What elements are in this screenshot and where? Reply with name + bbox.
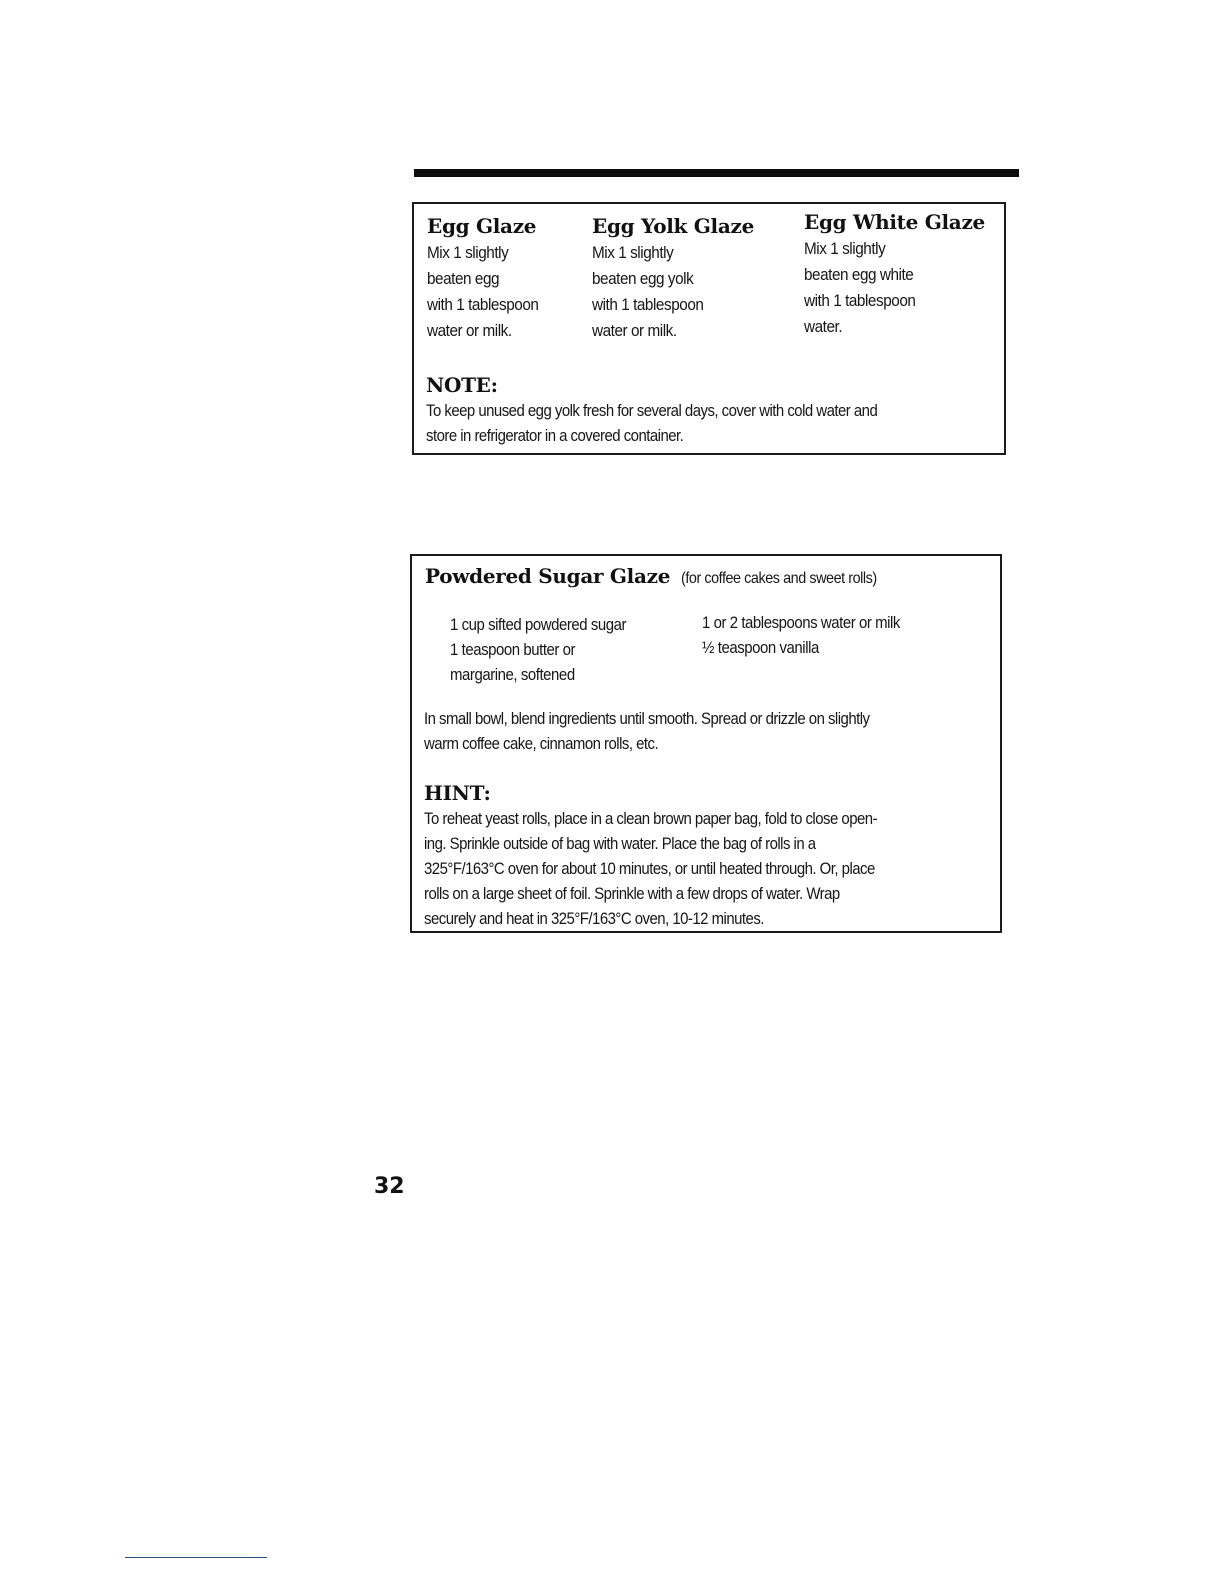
powdered-sugar-header [425, 564, 898, 588]
note-line: To keep unused egg yolk fresh for several days, cover with cold water and [426, 401, 878, 420]
hint-section [424, 780, 1074, 931]
egg-glaze-line: beaten egg [427, 269, 500, 288]
hint-line: securely and heat in 325°F/163°C oven, 10-12 minutes. [424, 909, 764, 928]
egg-yolk-glaze-line: Mix 1 slightly [592, 243, 674, 262]
hint-line: rolls on a large sheet of foil. Sprinkle with a few drops of water. Wrap [424, 884, 840, 903]
egg-white-glaze-title: Egg White Glaze [804, 210, 985, 234]
directions-line: warm coffee cake, cinnamon rolls, etc. [424, 734, 659, 753]
egg-yolk-glaze-line: beaten egg yolk [592, 269, 694, 288]
page-number: 32 [374, 1174, 405, 1199]
directions-section [424, 706, 1074, 756]
ingredients-right-column [702, 610, 992, 660]
egg-white-glaze-line: water. [804, 317, 843, 336]
egg-yolk-glaze-column [592, 212, 797, 344]
hint-line: 325°F/163°C oven for about 10 minutes, or until heated through. Or, place [424, 859, 875, 878]
ingredients-left-column [450, 612, 710, 687]
egg-glazes-box [412, 202, 1006, 455]
powdered-sugar-subtitle: (for coffee cakes and sweet rolls) [680, 570, 877, 587]
egg-glaze-title: Egg Glaze [427, 214, 537, 238]
egg-glaze-column [427, 212, 587, 344]
section-divider-bar [414, 169, 1019, 177]
directions-line: In small bowl, blend ingredients until smooth. Spread or drizzle on slightly [424, 709, 870, 728]
egg-glaze-line: with 1 tablespoon [427, 295, 539, 314]
ingredient-item: ½ teaspoon vanilla [702, 638, 819, 657]
egg-white-glaze-line: Mix 1 slightly [804, 239, 886, 258]
powdered-sugar-title: Powdered Sugar Glaze [425, 564, 671, 588]
ingredient-item: 1 teaspoon butter or [450, 640, 576, 659]
ingredient-item: 1 cup sifted powdered sugar [450, 615, 627, 634]
hint-line: ing. Sprinkle outside of bag with water. Place the bag of rolls in a [424, 834, 816, 853]
egg-yolk-glaze-line: water or milk. [592, 321, 677, 340]
egg-white-glaze-column [804, 208, 1004, 340]
egg-white-glaze-line: beaten egg white [804, 265, 914, 284]
hint-line: To reheat yeast rolls, place in a clean brown paper bag, fold to close open- [424, 809, 878, 828]
egg-glaze-line: water or milk. [427, 321, 512, 340]
hint-heading: HINT: [424, 781, 491, 805]
powdered-sugar-glaze-box [410, 554, 1002, 933]
egg-yolk-glaze-line: with 1 tablespoon [592, 295, 704, 314]
note-section [426, 372, 996, 448]
footer-rule [125, 1557, 267, 1558]
note-heading: NOTE: [426, 373, 498, 397]
egg-white-glaze-line: with 1 tablespoon [804, 291, 916, 310]
egg-yolk-glaze-title: Egg Yolk Glaze [592, 214, 754, 238]
egg-glaze-line: Mix 1 slightly [427, 243, 509, 262]
note-line: store in refrigerator in a covered container. [426, 426, 684, 445]
ingredient-item: 1 or 2 tablespoons water or milk [702, 613, 900, 632]
ingredient-item: margarine, softened [450, 665, 575, 684]
